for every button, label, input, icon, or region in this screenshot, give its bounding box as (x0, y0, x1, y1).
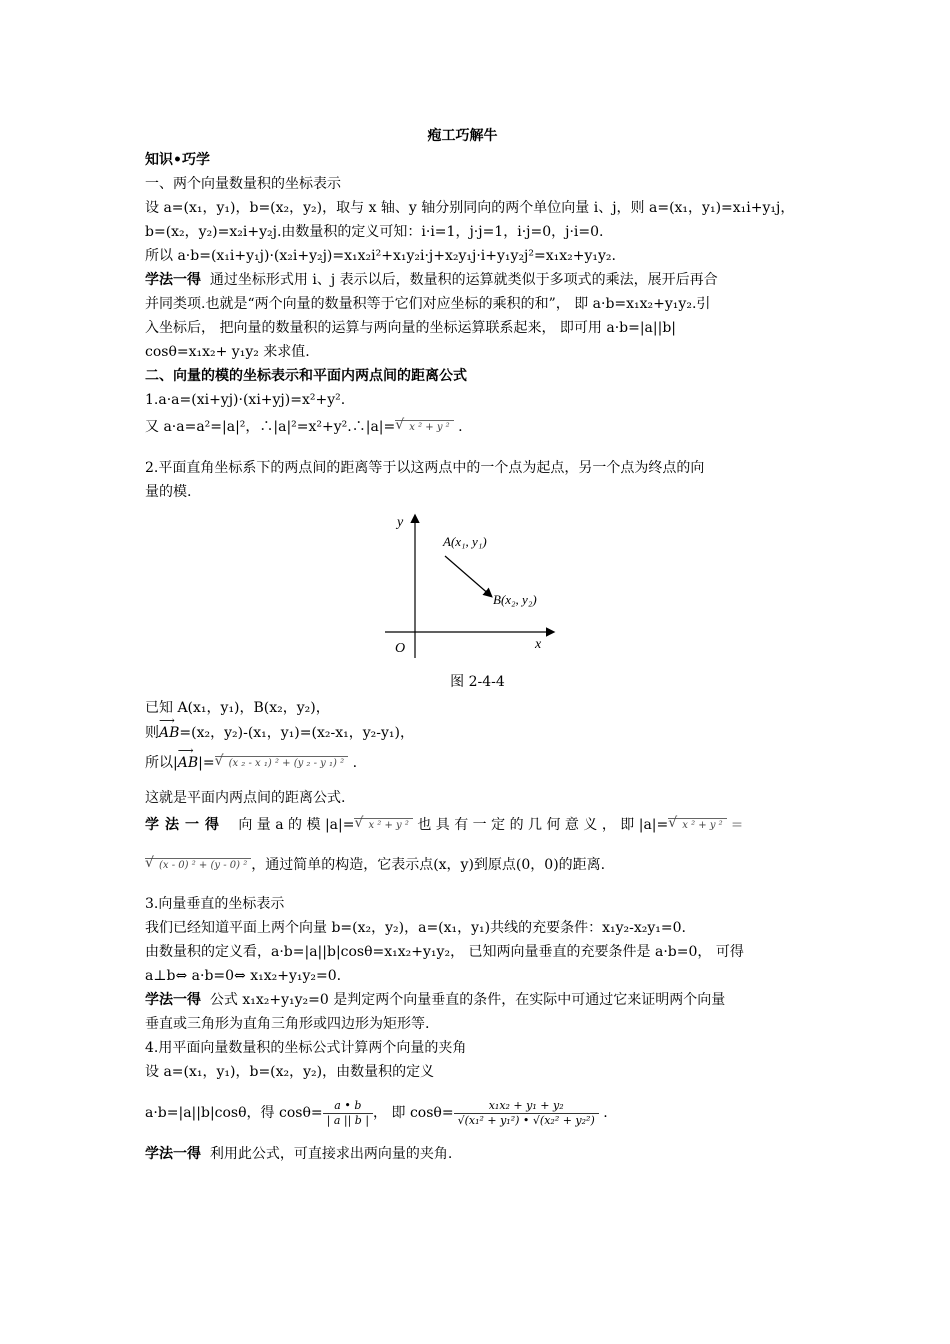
paragraph-line: a·b=|a||b|cosθ，得 cosθ= (145, 1105, 323, 1121)
paragraph-line: 量的模. (145, 484, 192, 500)
tip-label: 学法一得 (145, 1146, 201, 1162)
heading-angle: 4.用平面向量数量积的坐标公式计算两个向量的夹角 (145, 1040, 467, 1056)
fraction-numerator: a • b (323, 1099, 373, 1114)
document-page (145, 124, 810, 1166)
paragraph-line: 我们已经知道平面上两个向量 b=(x₂，y₂)，a=(x₁，y₁)共线的充要条件：x₁y₂-x₂y₁=0. (145, 920, 687, 936)
fraction-cos-theta (323, 1099, 373, 1128)
so-label: 所以| (145, 755, 178, 771)
paragraph-line: 2.平面直角坐标系下的两点间的距离等于以这两点中的一个点为起点，另一个点为终点的向 (145, 460, 705, 476)
origin-label: O (394, 641, 405, 656)
figure-caption: 图 2-4-4 (450, 674, 505, 690)
section-knowledge-heading: 知识•巧学 (145, 152, 210, 168)
figure-coordinate-plane (145, 508, 810, 668)
vector-ab-expansion: =(x₂，y₂)-(x₁，y₁)=(x₂-x₁，y₂-y₁)， (179, 725, 414, 741)
tip-text: cosθ=x₁x₂+ y₁y₂ 来求值. (145, 344, 310, 360)
tip-text: 并同类项.也就是“两个向量的数量积等于它们对应坐标的乘积的和”， 即 a·b=x₁x₂+y₁y₂.引 (145, 296, 711, 312)
sqrt-distance-formula: √ (x ₂ - x ₁) ² + (y ₂ - y ₁) ² (215, 756, 349, 771)
sqrt-x2-y2: √ x ² + y ² (668, 818, 726, 833)
coordinate-diagram (383, 508, 573, 660)
paragraph-line: 1.a·a=(xi+yj)·(xi+yj)=x²+y². (145, 392, 346, 408)
sqrt-x2-y2: √ x ² + y ² (354, 818, 412, 833)
fraction-cos-theta-coordinates (454, 1099, 599, 1128)
tip-label: 学法一得 (145, 992, 201, 1008)
heading-magnitude-distance: 二、向量的模的坐标表示和平面内两点间的距离公式 (145, 368, 467, 384)
fraction-denominator: √(x₁² + y₁²) • √(x₂² + y₂²) (457, 1113, 595, 1127)
paragraph-line: a⊥b⇔ a·b=0⇔ x₁x₂+y₁y₂=0. (145, 968, 342, 984)
tip-text: ，通过简单的构造，它表示点(x，y)到原点(0，0)的距离. (251, 857, 606, 873)
equals-sign: = (731, 817, 743, 833)
tip-label: 学法一得 (145, 272, 201, 288)
paragraph-line: 这就是平面内两点间的距离公式. (145, 790, 346, 806)
tip-text: 向 量 a 的 模 |a|= (238, 817, 355, 833)
tip-text: 入坐标后， 把向量的数量积的运算与两向量的坐标运算联系起来， 即可用 a·b=|a||b| (145, 320, 677, 336)
paragraph-line: 又 a·a=a²=|a|²，∴|a|²=x²+y².∴|a|= (145, 419, 396, 435)
paragraph-line: 设 a=(x₁，y₁)，b=(x₂，y₂)，由数量积的定义 (145, 1064, 435, 1080)
y-axis-label: y (396, 515, 403, 530)
equals-label: |= (198, 755, 215, 771)
vector-ab: ⟶ AB (178, 746, 198, 780)
heading-perpendicular: 3.向量垂直的坐标表示 (145, 896, 285, 912)
x-axis-label: x (534, 637, 541, 652)
paragraph-line: ， 即 cosθ= (373, 1105, 454, 1121)
tip-text: 公式 x₁x₂+y₁y₂=0 是判定两个向量垂直的条件，在实际中可通过它来证明两个向量 (209, 992, 726, 1008)
point-a-label: A(x₁, y₁) (442, 534, 487, 549)
paragraph-line: 由数量积的定义看，a·b=|a||b|cosθ=x₁x₂+y₁y₂， 已知两向量垂直的充要条件是 a·b=0， 可得 (145, 944, 744, 960)
tip-label: 学法一得 (145, 817, 225, 833)
paragraph-line: 已知 A(x₁，y₁)，B(x₂，y₂)， (145, 700, 330, 716)
paragraph-line: 设 a=(x₁，y₁)，b=(x₂，y₂)，取与 x 轴、y 轴分别同向的两个单位向量 i、j，则 a=(x₁，y₁)=x₁i+y₁j， (145, 200, 795, 216)
tip-text: 也 具 有 一 定 的 几 何 意 义 ， 即 |a|= (417, 817, 669, 833)
page-title: 疱工巧解牛 (427, 128, 498, 144)
paragraph-line: b=(x₂，y₂)=x₂i+y₂j.由数量积的定义可知：i·i=1，j·j=1，i·j=0，j·i=0. (145, 224, 604, 240)
sqrt-x2-y2: √ x ² + y ² (395, 420, 453, 435)
heading-dot-product-coordinates: 一、两个向量数量积的坐标表示 (145, 176, 341, 192)
tip-text: 垂直或三角形为直角三角形或四边形为矩形等. (145, 1016, 430, 1032)
period: . (458, 419, 463, 435)
point-b-label: B(x₂, y₂) (492, 592, 537, 607)
period: . (603, 1105, 608, 1121)
vector-ab: ⟶ AB (159, 720, 179, 746)
vector-ab-arrow (445, 556, 491, 596)
tip-text: 利用此公式，可直接求出两向量的夹角. (209, 1146, 453, 1162)
fraction-numerator: x₁x₂ + y₁ + y₂ (454, 1099, 599, 1114)
fraction-denominator: | a || b | (326, 1113, 370, 1127)
paragraph-line: 所以 a·b=(x₁i+y₁j)·(x₂i+y₂j)=x₁x₂i²+x₁y₂i·j+x₂y₁j·i+y₁y₂j²=x₁x₂+y₁y₂. (145, 248, 616, 264)
sqrt-origin-distance: √ (x - 0) ² + (y - 0) ² (145, 858, 251, 873)
period: . (352, 755, 358, 771)
tip-text: 通过坐标形式用 i、j 表示以后，数量积的运算就类似于多项式的乘法，展开后再合 (209, 272, 718, 288)
then-label: 则 (145, 725, 159, 741)
